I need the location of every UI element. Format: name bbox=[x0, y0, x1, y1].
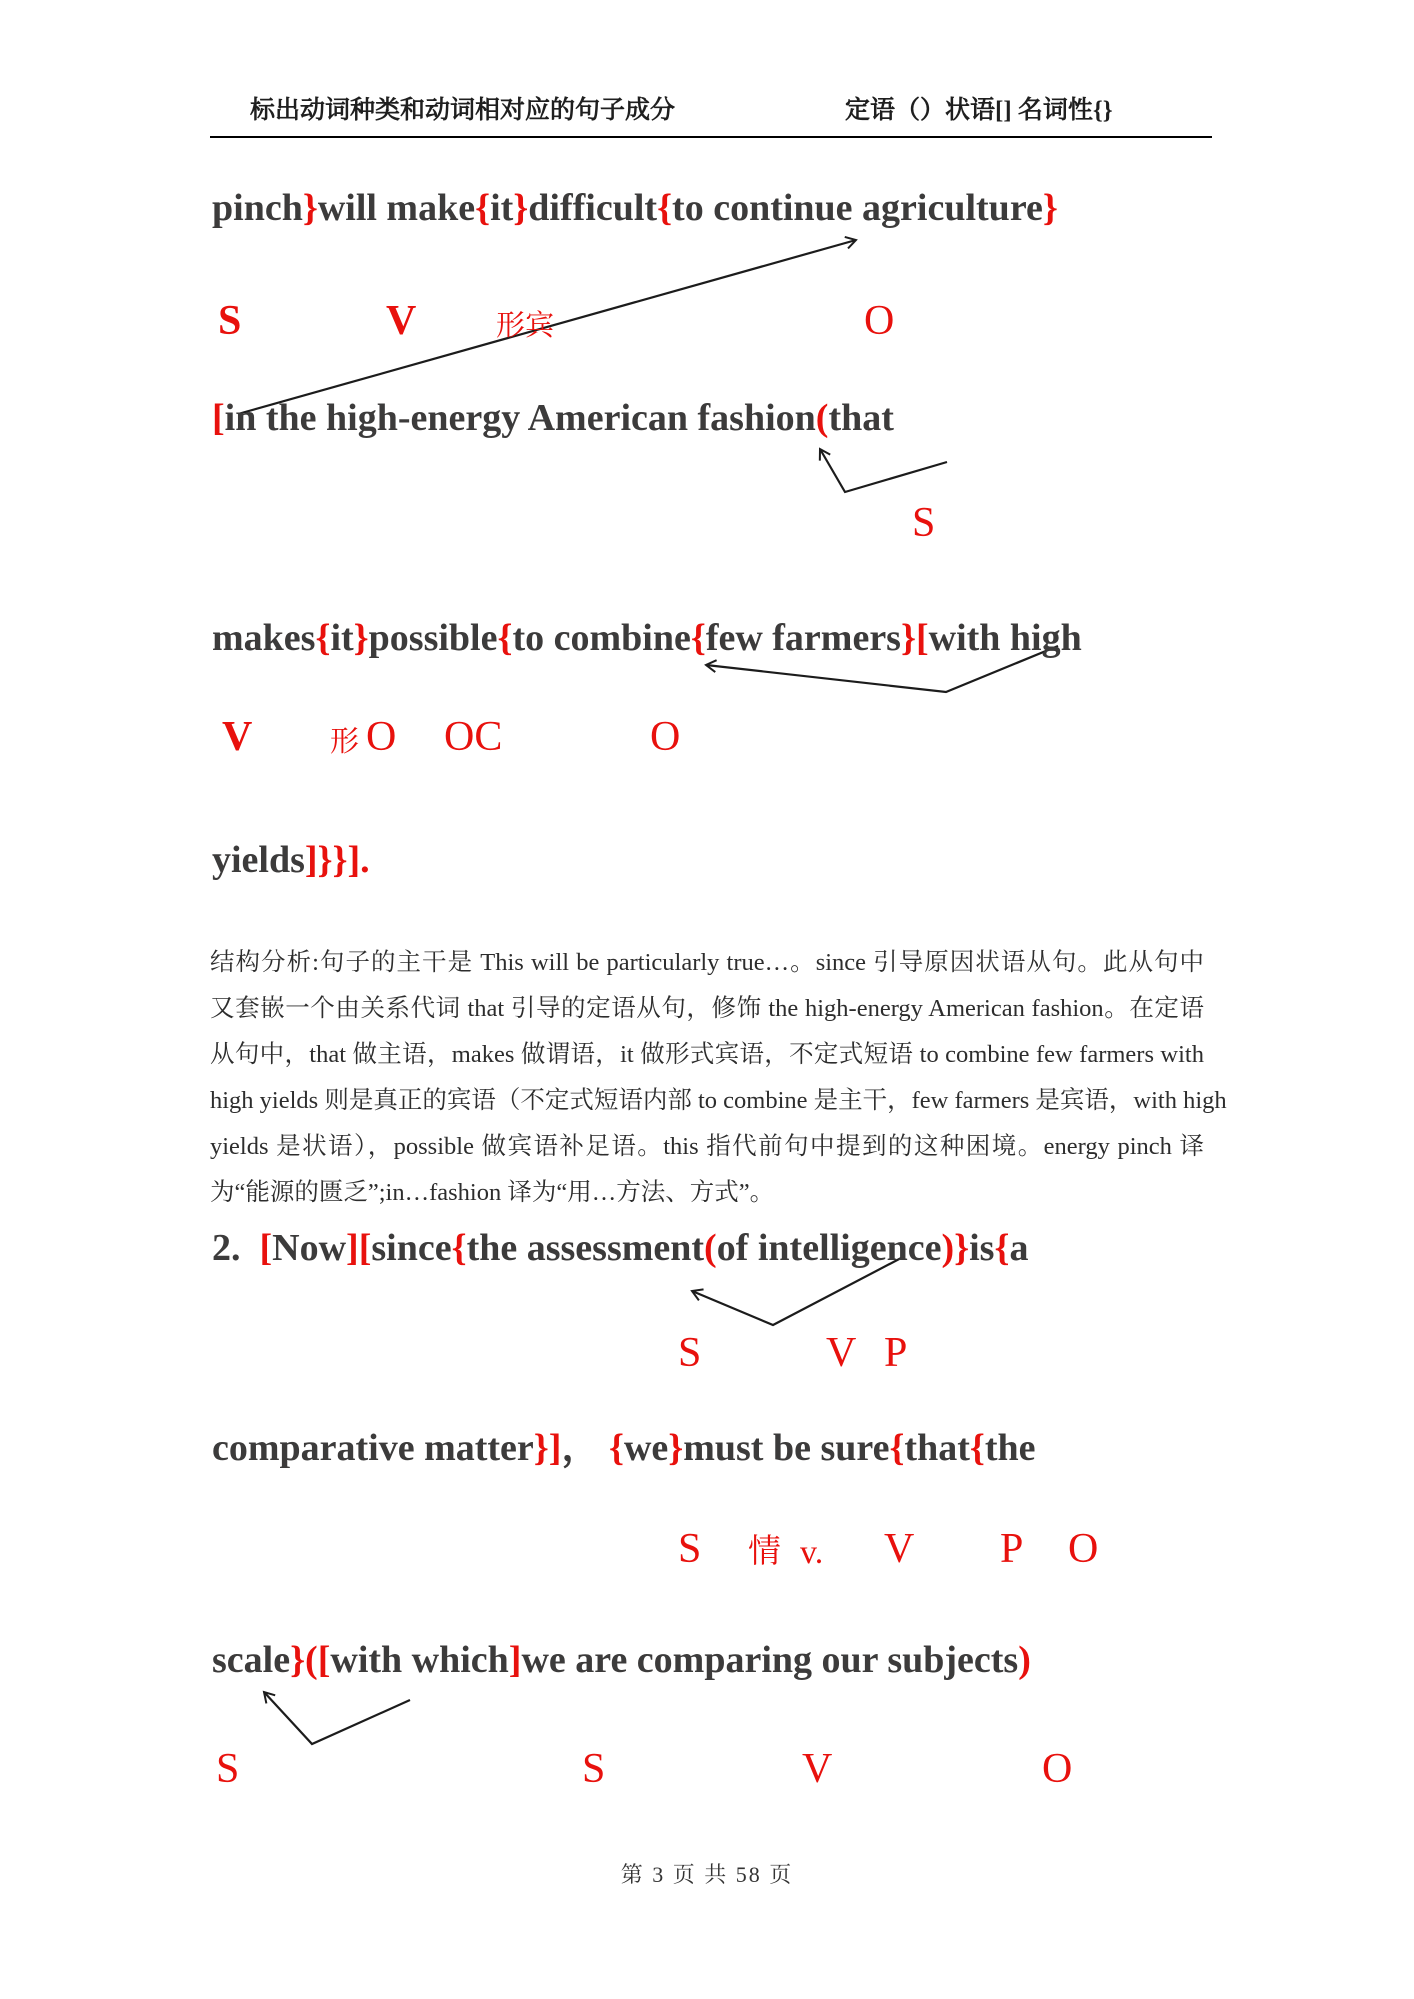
analysis-line-4: high yields 则是真正的宾语（不定式短语内部 to combine 是主干，few farmers 是宾语，with high bbox=[210, 1087, 1227, 1114]
analysis-line-6: 为“能源的匮乏”;in…fashion 译为“用…方法、方式”。 bbox=[210, 1179, 775, 1206]
grammar-label-row1-3: O bbox=[864, 298, 895, 344]
header-left-text: 标出动词种类和动词相对应的句子成分 bbox=[250, 97, 676, 124]
text-segment-red: { bbox=[690, 617, 706, 659]
text-segment-red: { bbox=[315, 617, 331, 659]
analysis-line-1: 结构分析:句子的主干是 This will be particularly true…。since 引导原因状语从句。此从句中 bbox=[210, 949, 1204, 976]
text-segment-red: ]}}]. bbox=[304, 839, 370, 881]
text-segment-dark: it bbox=[330, 617, 354, 659]
parse-line-7 bbox=[212, 1638, 1031, 1682]
text-segment-dark: the assessment bbox=[466, 1227, 705, 1269]
text-segment-red: { bbox=[889, 1427, 905, 1469]
text-segment-dark: of intelligence bbox=[716, 1227, 942, 1269]
text-segment-red: { bbox=[608, 1427, 624, 1469]
text-segment-dark: scale bbox=[212, 1639, 291, 1681]
grammar-label-row1-1: V bbox=[386, 298, 417, 344]
parse-line-2 bbox=[212, 396, 894, 440]
text-segment-dark: comparative matter bbox=[212, 1427, 534, 1469]
analysis-paragraph bbox=[210, 940, 1227, 1216]
grammar-label-row1-2: 形宾 bbox=[496, 310, 555, 342]
text-segment-dark: possible bbox=[368, 617, 498, 659]
analysis-line-5: yields 是状语），possible 做宾语补足语。this 指代前句中提到的这种困境。energy pinch 译 bbox=[210, 1133, 1204, 1160]
text-segment-dark: 2. bbox=[212, 1227, 260, 1269]
text-segment-red: ( bbox=[815, 397, 829, 439]
grammar-label-row5-2: V bbox=[802, 1746, 833, 1792]
text-segment-red: )} bbox=[941, 1227, 970, 1269]
text-segment-red: ) bbox=[1018, 1639, 1031, 1681]
text-segment-dark: a bbox=[1009, 1227, 1029, 1269]
text-segment-dark: we are comparing our subjects bbox=[521, 1639, 1019, 1681]
text-segment-red: } bbox=[513, 187, 529, 229]
text-segment-dark: difficult bbox=[528, 187, 658, 229]
grammar-label-row1-0: S bbox=[218, 298, 242, 344]
text-segment-dark: to combine bbox=[512, 617, 691, 659]
text-segment-dark: to continue agriculture bbox=[672, 187, 1043, 229]
grammar-label-row2-0: V bbox=[222, 714, 253, 760]
text-segment-dark: with which bbox=[330, 1639, 509, 1681]
text-segment-red: { bbox=[969, 1427, 985, 1469]
grammar-label-row2-3: OC bbox=[444, 714, 503, 760]
text-segment-dark: yields bbox=[212, 839, 305, 881]
analysis-line-2: 又套嵌一个由关系代词 that 引导的定语从句，修饰 the high-energy American fashion。在定语 bbox=[210, 995, 1204, 1022]
text-segment-red: { bbox=[451, 1227, 467, 1269]
text-segment-red: [ bbox=[212, 397, 225, 439]
text-segment-red: { bbox=[497, 617, 513, 659]
text-segment-dark: it bbox=[490, 187, 514, 229]
page-footer: 第 3 页 共 58 页 bbox=[620, 1862, 794, 1887]
text-segment-red: }([ bbox=[290, 1639, 331, 1681]
grammar-label-row5-0: S bbox=[216, 1746, 240, 1792]
text-segment-dark: the bbox=[984, 1427, 1036, 1469]
text-segment-dark: in the high-energy American fashion bbox=[224, 397, 816, 439]
text-segment-dark: pinch bbox=[212, 187, 303, 229]
arrow-to-scale bbox=[264, 1692, 410, 1744]
grammar-label-row2-4: O bbox=[650, 714, 681, 760]
text-segment-dark: will make bbox=[317, 187, 476, 229]
grammar-label-row4-4: P bbox=[1000, 1526, 1024, 1572]
grammar-label-row3-1: V bbox=[826, 1330, 857, 1376]
text-segment-dark: that bbox=[828, 397, 894, 439]
grammar-label-row5-1: S bbox=[582, 1746, 606, 1792]
text-segment-red: ] bbox=[508, 1639, 522, 1681]
parse-line-4 bbox=[212, 838, 370, 882]
text-segment-red: { bbox=[994, 1227, 1010, 1269]
text-segment-red: } bbox=[1042, 187, 1058, 229]
text-segment-dark: Now bbox=[272, 1227, 347, 1269]
text-segment-red: { bbox=[657, 187, 673, 229]
header-right-text: 定语（）状语[] 名词性{} bbox=[845, 97, 1113, 124]
parse-line-3 bbox=[212, 616, 1082, 660]
grammar-label-row2-2: O bbox=[366, 714, 397, 760]
text-segment-dark: that bbox=[904, 1427, 970, 1469]
grammar-label-row5-3: O bbox=[1042, 1746, 1073, 1792]
text-segment-dark: with high bbox=[928, 617, 1082, 659]
parse-line-6 bbox=[212, 1416, 1036, 1471]
text-segment-dark: is bbox=[969, 1227, 995, 1269]
parse-line-1 bbox=[212, 186, 1058, 230]
grammar-label-row4-3: V bbox=[884, 1526, 915, 1572]
text-segment-red: { bbox=[475, 187, 491, 229]
text-segment-dark: makes bbox=[212, 617, 316, 659]
grammar-label-row4-1: 情 bbox=[748, 1534, 781, 1570]
grammar-label-row4-2: v. bbox=[800, 1534, 824, 1571]
grammar-label-standalone-0: S bbox=[912, 500, 936, 546]
analysis-line-3: 从句中，that 做主语，makes 做谓语，it 做形式宾语，不定式短语 to combine few farmers with bbox=[210, 1041, 1204, 1068]
text-segment-dark: few farmers bbox=[705, 617, 901, 659]
text-segment-red: } bbox=[302, 187, 318, 229]
text-segment-red: }] bbox=[533, 1427, 562, 1469]
text-segment-dark: since bbox=[371, 1227, 452, 1269]
text-segment-red: } bbox=[668, 1427, 684, 1469]
text-segment-red: ][ bbox=[346, 1227, 372, 1269]
arrow-to-fashion bbox=[820, 449, 947, 492]
text-segment-red: }[ bbox=[900, 617, 929, 659]
header-rule bbox=[210, 136, 1212, 138]
grammar-label-row4-5: O bbox=[1068, 1526, 1099, 1572]
text-segment-red: [ bbox=[259, 1227, 273, 1269]
text-segment-red: } bbox=[353, 617, 369, 659]
text-segment-dark: must be sure bbox=[683, 1427, 890, 1469]
parse-line-5 bbox=[212, 1226, 1028, 1270]
grammar-label-row3-0: S bbox=[678, 1330, 702, 1376]
grammar-label-row4-0: S bbox=[678, 1526, 702, 1572]
text-segment-dark: ， bbox=[561, 1427, 609, 1469]
grammar-label-row2-1: 形 bbox=[330, 726, 360, 758]
grammar-label-row3-2: P bbox=[884, 1330, 908, 1376]
text-segment-red: ( bbox=[704, 1227, 717, 1269]
text-segment-dark: we bbox=[623, 1427, 669, 1469]
